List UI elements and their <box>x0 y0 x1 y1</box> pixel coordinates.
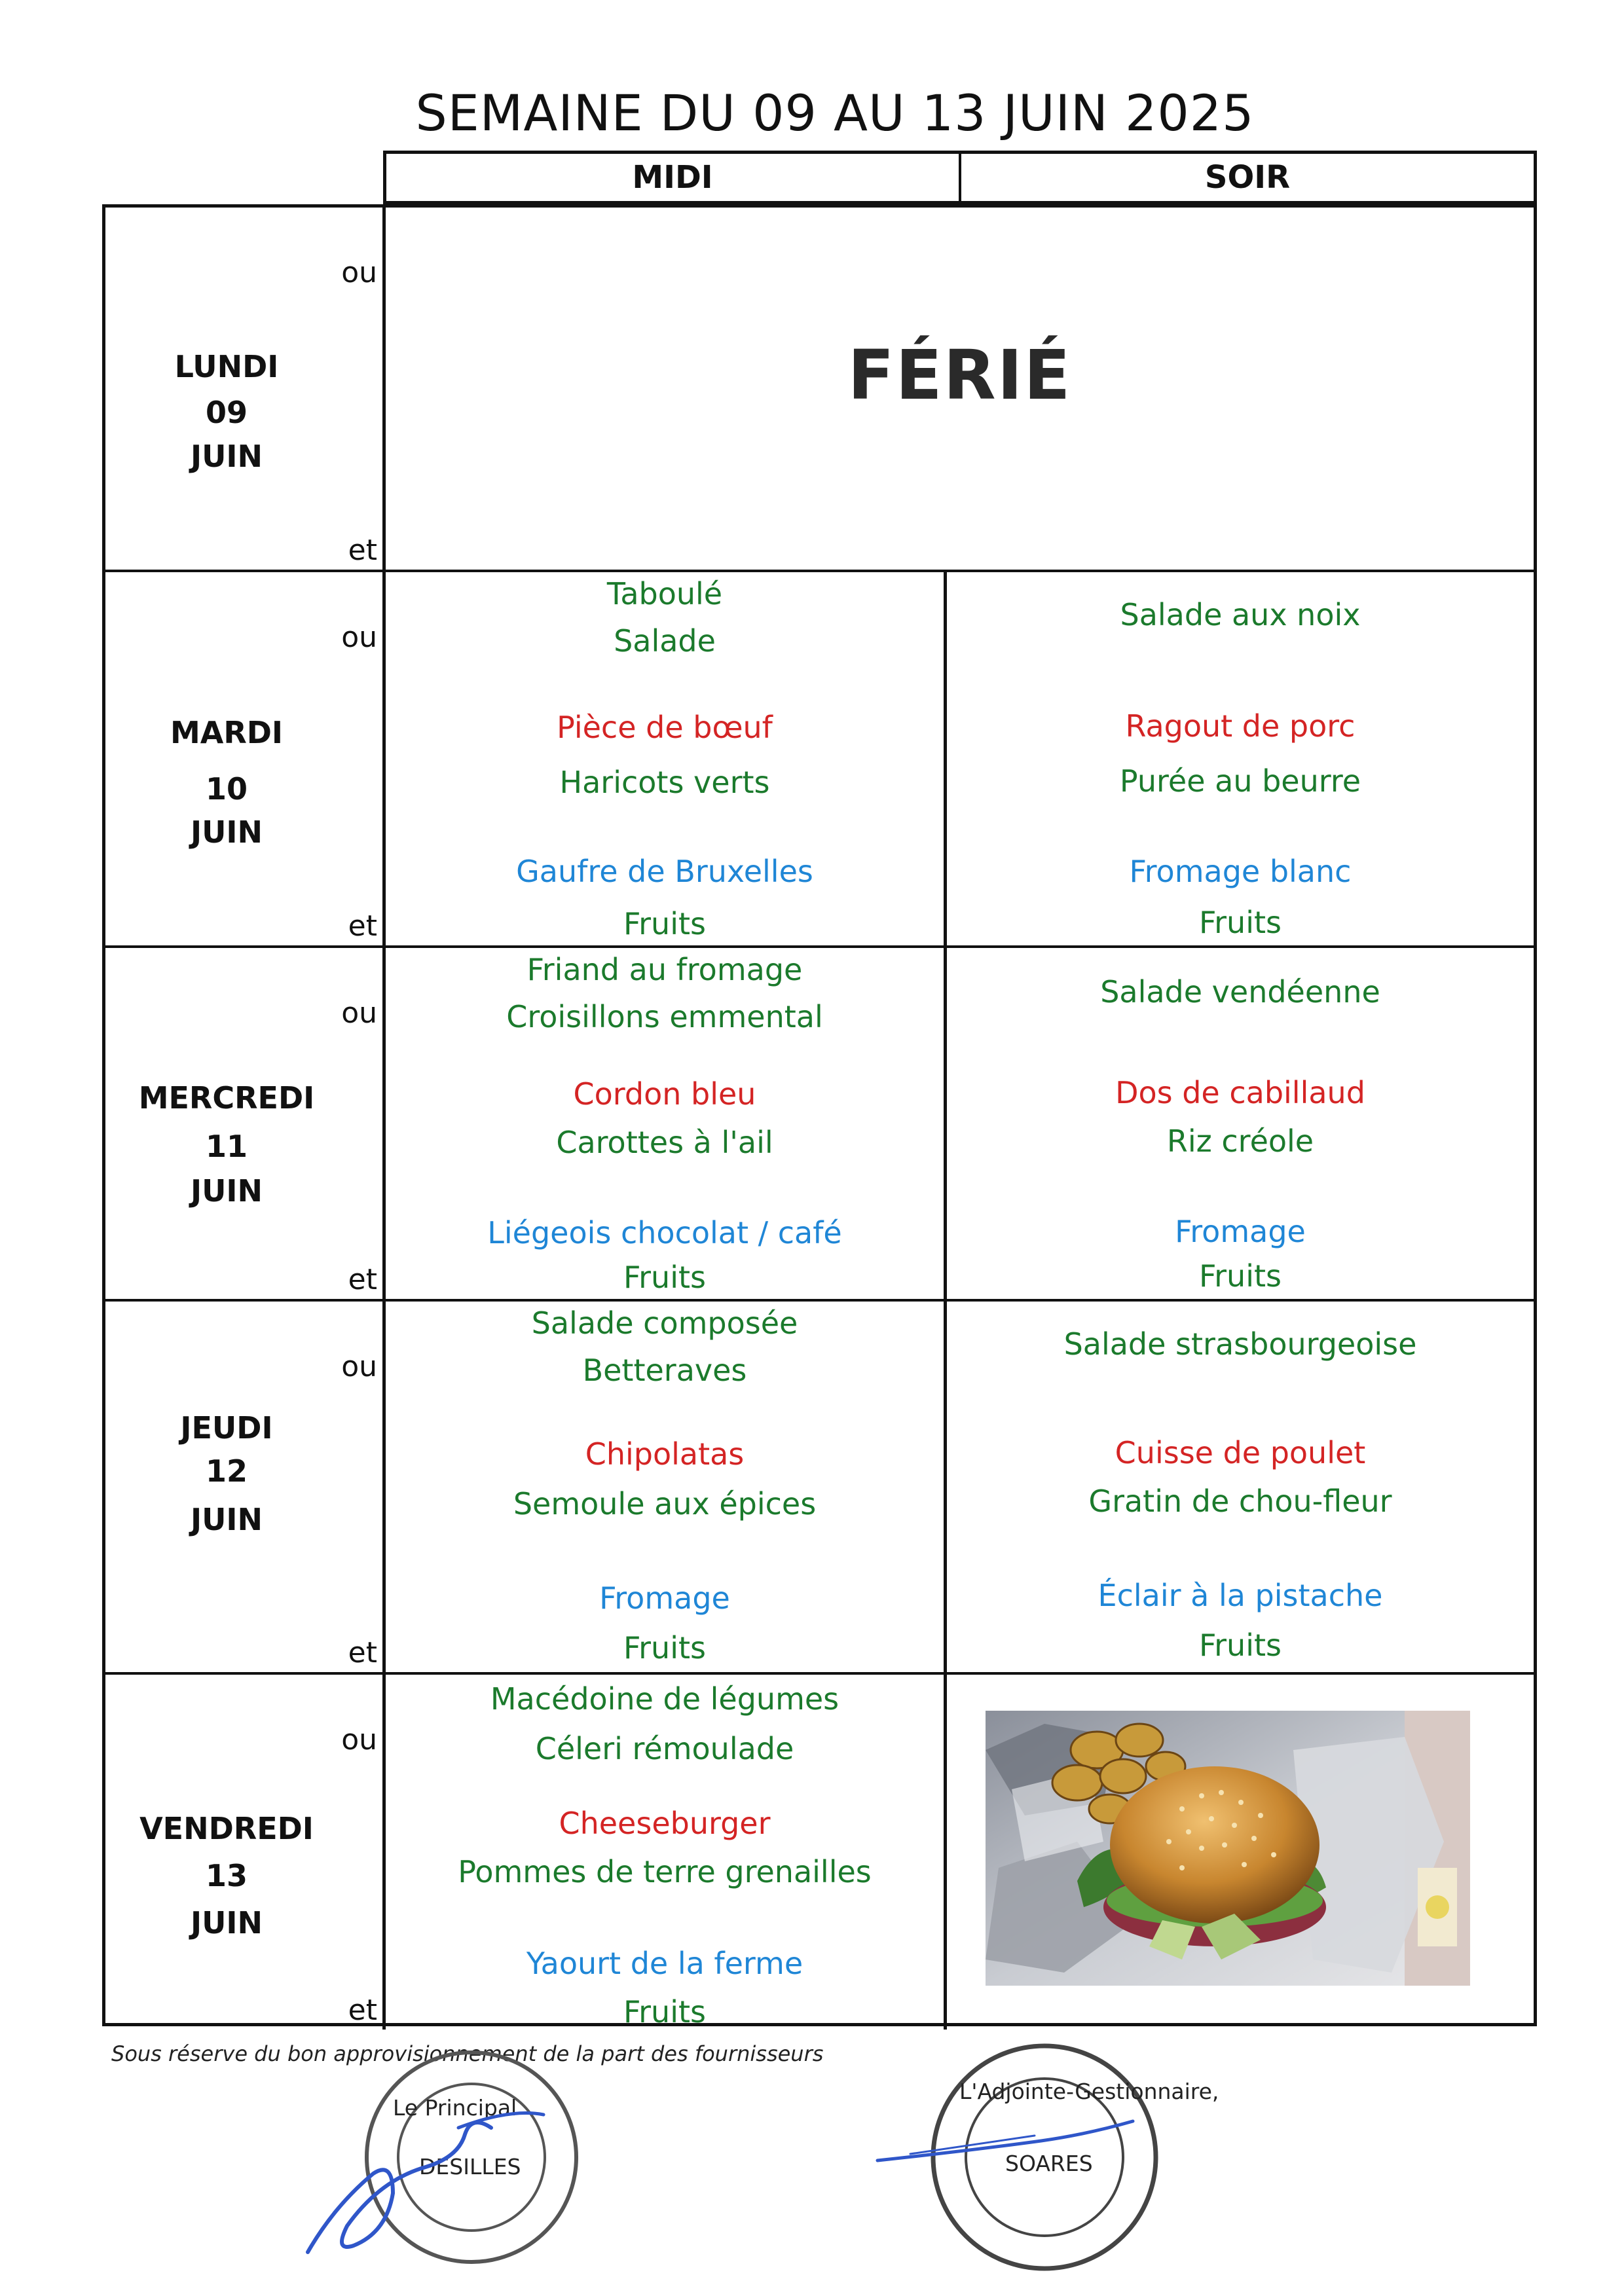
day-cell <box>105 948 386 1299</box>
dish-fruits: Fruits <box>1199 1258 1282 1294</box>
day-number: 10 <box>205 771 248 807</box>
et-marker: et <box>348 909 377 943</box>
dish-dessert: Gaufre de Bruxelles <box>516 854 813 889</box>
soir-header: SOIR <box>959 154 1534 201</box>
dish-dessert: Éclair à la pistache <box>1098 1578 1383 1613</box>
dish-accompagnement: Gratin de chou-fleur <box>1088 1484 1392 1519</box>
dish-entree: Salade aux noix <box>1120 597 1361 632</box>
dish-plat: Cordon bleu <box>573 1076 756 1112</box>
midi-header: MIDI <box>632 159 713 196</box>
day-name: VENDREDI <box>139 1811 314 1846</box>
day-name: LUNDI <box>174 349 279 384</box>
soir-cell <box>947 1302 1534 1672</box>
et-marker: et <box>348 534 377 567</box>
dish-accompagnement: Pommes de terre grenailles <box>458 1854 872 1889</box>
dish-dessert: Fromage <box>1175 1214 1306 1249</box>
dish-fruits: Fruits <box>623 1260 706 1295</box>
principal-title: Le Principal <box>393 2095 517 2121</box>
dish-dessert: Liégeois chocolat / café <box>487 1215 842 1250</box>
dish-fruits: Fruits <box>1199 1628 1282 1663</box>
dish-entree: Salade composée <box>531 1305 798 1341</box>
dish-accompagnement: Haricots verts <box>559 765 770 800</box>
dish-entree: Salade strasbourgeoise <box>1063 1326 1417 1362</box>
adjoint-name: SOARES <box>1005 2151 1093 2176</box>
day-name: MERCREDI <box>138 1080 315 1116</box>
dish-entree: Betteraves <box>582 1353 747 1388</box>
day-number: 09 <box>205 395 248 430</box>
burger-photo <box>986 1711 1470 1986</box>
dish-entree: Céleri rémoulade <box>535 1731 794 1766</box>
principal-name: DESILLES <box>419 2154 521 2179</box>
principal-signature <box>295 2095 570 2265</box>
dish-plat: Dos de cabillaud <box>1115 1075 1365 1110</box>
soir-cell <box>947 572 1534 945</box>
dish-entree: Friand au fromage <box>526 952 803 987</box>
midi-cell <box>386 948 947 1299</box>
day-month: JUIN <box>190 814 263 850</box>
dish-entree: Salade vendéenne <box>1100 974 1380 1010</box>
ou-marker: ou <box>341 996 377 1030</box>
supply-note: Sous réserve du bon approvisionnement de la part des fournisseurs <box>111 2041 824 2066</box>
dish-dessert: Yaourt de la ferme <box>526 1946 803 1981</box>
dish-plat: Chipolatas <box>585 1436 745 1472</box>
dish-plat: Pièce de bœuf <box>557 710 773 745</box>
day-name: MARDI <box>170 715 284 750</box>
midi-cell <box>386 1675 947 2030</box>
adjoint-signature <box>871 2115 1146 2174</box>
dish-plat: Cheeseburger <box>559 1806 771 1841</box>
dish-entree: Croisillons emmental <box>506 999 823 1034</box>
day-row-lundi <box>105 208 1534 572</box>
day-name: JEUDI <box>180 1410 273 1446</box>
dish-fruits: Fruits <box>1199 905 1282 940</box>
meal-header <box>383 151 1537 204</box>
dish-plat: Cuisse de poulet <box>1115 1435 1366 1470</box>
day-cell <box>105 1302 386 1672</box>
ou-marker: ou <box>341 1723 377 1757</box>
midi-cell <box>386 572 947 945</box>
dish-entree: Macédoine de légumes <box>490 1681 840 1717</box>
dish-accompagnement: Carottes à l'ail <box>556 1125 773 1160</box>
day-row-mercredi <box>105 948 1534 1302</box>
dish-entree: Taboulé <box>606 576 723 611</box>
day-number: 11 <box>205 1129 248 1164</box>
ferie-label: FÉRIÉ <box>847 335 1072 415</box>
dish-dessert: Fromage blanc <box>1129 854 1352 889</box>
ou-marker: ou <box>341 256 377 289</box>
et-marker: et <box>348 1636 377 1669</box>
day-month: JUIN <box>190 1905 263 1941</box>
dish-fruits: Fruits <box>623 906 706 941</box>
soir-cell <box>947 948 1534 1299</box>
dish-fruits: Fruits <box>623 1994 706 2030</box>
ou-marker: ou <box>341 1350 377 1383</box>
dish-accompagnement: Purée au beurre <box>1119 763 1361 799</box>
dish-accompagnement: Riz créole <box>1166 1123 1314 1159</box>
day-cell <box>105 208 386 570</box>
day-cell <box>105 572 386 945</box>
ferie-cell <box>386 208 1534 570</box>
ou-marker: ou <box>341 621 377 654</box>
day-row-mardi <box>105 572 1534 948</box>
day-row-jeudi <box>105 1302 1534 1675</box>
day-month: JUIN <box>190 439 263 474</box>
dish-plat: Ragout de porc <box>1125 708 1356 744</box>
day-number: 13 <box>205 1858 248 1893</box>
day-number: 12 <box>205 1453 248 1489</box>
midi-cell <box>386 1302 947 1672</box>
day-month: JUIN <box>190 1502 263 1537</box>
page-title: SEMAINE DU 09 AU 13 JUIN 2025 <box>415 84 1255 142</box>
et-marker: et <box>348 1994 377 2027</box>
dish-fruits: Fruits <box>623 1630 706 1666</box>
dish-accompagnement: Semoule aux épices <box>513 1486 817 1522</box>
adjoint-title: L'Adjointe-Gestionnaire, <box>959 2079 1219 2104</box>
dish-entree: Salade <box>614 623 716 659</box>
day-month: JUIN <box>190 1173 263 1209</box>
day-cell <box>105 1675 386 2030</box>
et-marker: et <box>348 1263 377 1296</box>
dish-dessert: Fromage <box>599 1580 730 1616</box>
